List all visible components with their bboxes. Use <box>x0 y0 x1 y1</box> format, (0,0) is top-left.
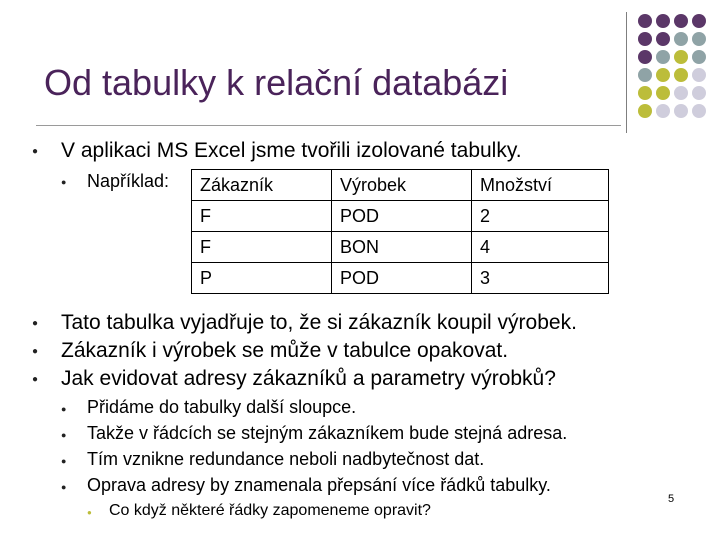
table-cell: POD <box>332 263 472 294</box>
dot <box>656 86 670 100</box>
table-cell: P <box>192 263 332 294</box>
sub-bullet-2-text: Takže v řádcích se stejným zákazníkem bude stejná adresa. <box>87 423 568 443</box>
dot <box>692 68 706 82</box>
table-header-row <box>192 170 609 201</box>
bullet-2-text: Tato tabulka vyjadřuje to, že si zákazník koupil výrobek. <box>61 311 577 334</box>
slide-title: Od tabulky k relační databázi <box>44 62 509 103</box>
dot <box>638 104 652 118</box>
bullet-3-text: Zákazník i výrobek se může v tabulce opakovat. <box>61 339 509 362</box>
dot <box>656 14 670 28</box>
dot <box>638 14 652 28</box>
dot <box>692 86 706 100</box>
dot <box>674 32 688 46</box>
dot <box>656 104 670 118</box>
dot <box>656 68 670 82</box>
table-cell: 4 <box>472 232 609 263</box>
dot <box>656 32 670 46</box>
sub-bullet-4-text: Oprava adresy by znamenala přepsání více řádků tabulky. <box>87 475 551 495</box>
dot <box>692 104 706 118</box>
bullet-marker: ● <box>61 482 67 492</box>
table-cell: POD <box>332 201 472 232</box>
dot <box>674 68 688 82</box>
bullet-4-text: Jak evidovat adresy zákazníků a parametry výrobků? <box>61 367 556 390</box>
sub-bullet-1-text: Přidáme do tabulky další sloupce. <box>87 397 357 417</box>
bullet-marker: ● <box>32 374 39 385</box>
table-cell: F <box>192 201 332 232</box>
table-header-cell: Zákazník <box>192 170 332 201</box>
dot <box>692 14 706 28</box>
table-cell: 3 <box>472 263 609 294</box>
dot <box>638 86 652 100</box>
table-cell: BON <box>332 232 472 263</box>
dot <box>638 50 652 64</box>
bullet-marker: ● <box>32 146 39 157</box>
bullet-marker: ● <box>61 456 67 466</box>
dot <box>674 86 688 100</box>
bullet-1-text: V aplikaci MS Excel jsme tvořili izolované tabulky. <box>61 139 522 162</box>
table-cell: F <box>192 232 332 263</box>
dot <box>638 32 652 46</box>
table-cell: 2 <box>472 201 609 232</box>
bullet-marker: ● <box>87 508 92 517</box>
table-header-cell: Množství <box>472 170 609 201</box>
table-row <box>192 232 609 263</box>
dot <box>692 50 706 64</box>
table-header-cell: Výrobek <box>332 170 472 201</box>
sub-bullet-3-text: Tím vznikne redundance neboli nadbytečnost dat. <box>87 449 485 469</box>
dot <box>674 50 688 64</box>
table-row <box>192 263 609 294</box>
vertical-divider <box>626 12 627 133</box>
dot <box>674 104 688 118</box>
bullet-marker: ● <box>32 346 39 357</box>
table-row <box>192 201 609 232</box>
bullet-marker: ● <box>61 177 67 187</box>
bullet-marker: ● <box>61 404 67 414</box>
dot <box>692 32 706 46</box>
example-table <box>191 169 609 294</box>
title-underline <box>36 125 621 126</box>
bullet-marker: ● <box>32 318 39 329</box>
bullet-marker: ● <box>61 430 67 440</box>
dot <box>656 50 670 64</box>
sub-sub-bullet-1-text: Co když některé řádky zapomeneme opravit? <box>109 502 431 519</box>
example-label: Například: <box>87 171 170 191</box>
dot <box>638 68 652 82</box>
page-number: 5 <box>668 493 675 505</box>
dot <box>674 14 688 28</box>
